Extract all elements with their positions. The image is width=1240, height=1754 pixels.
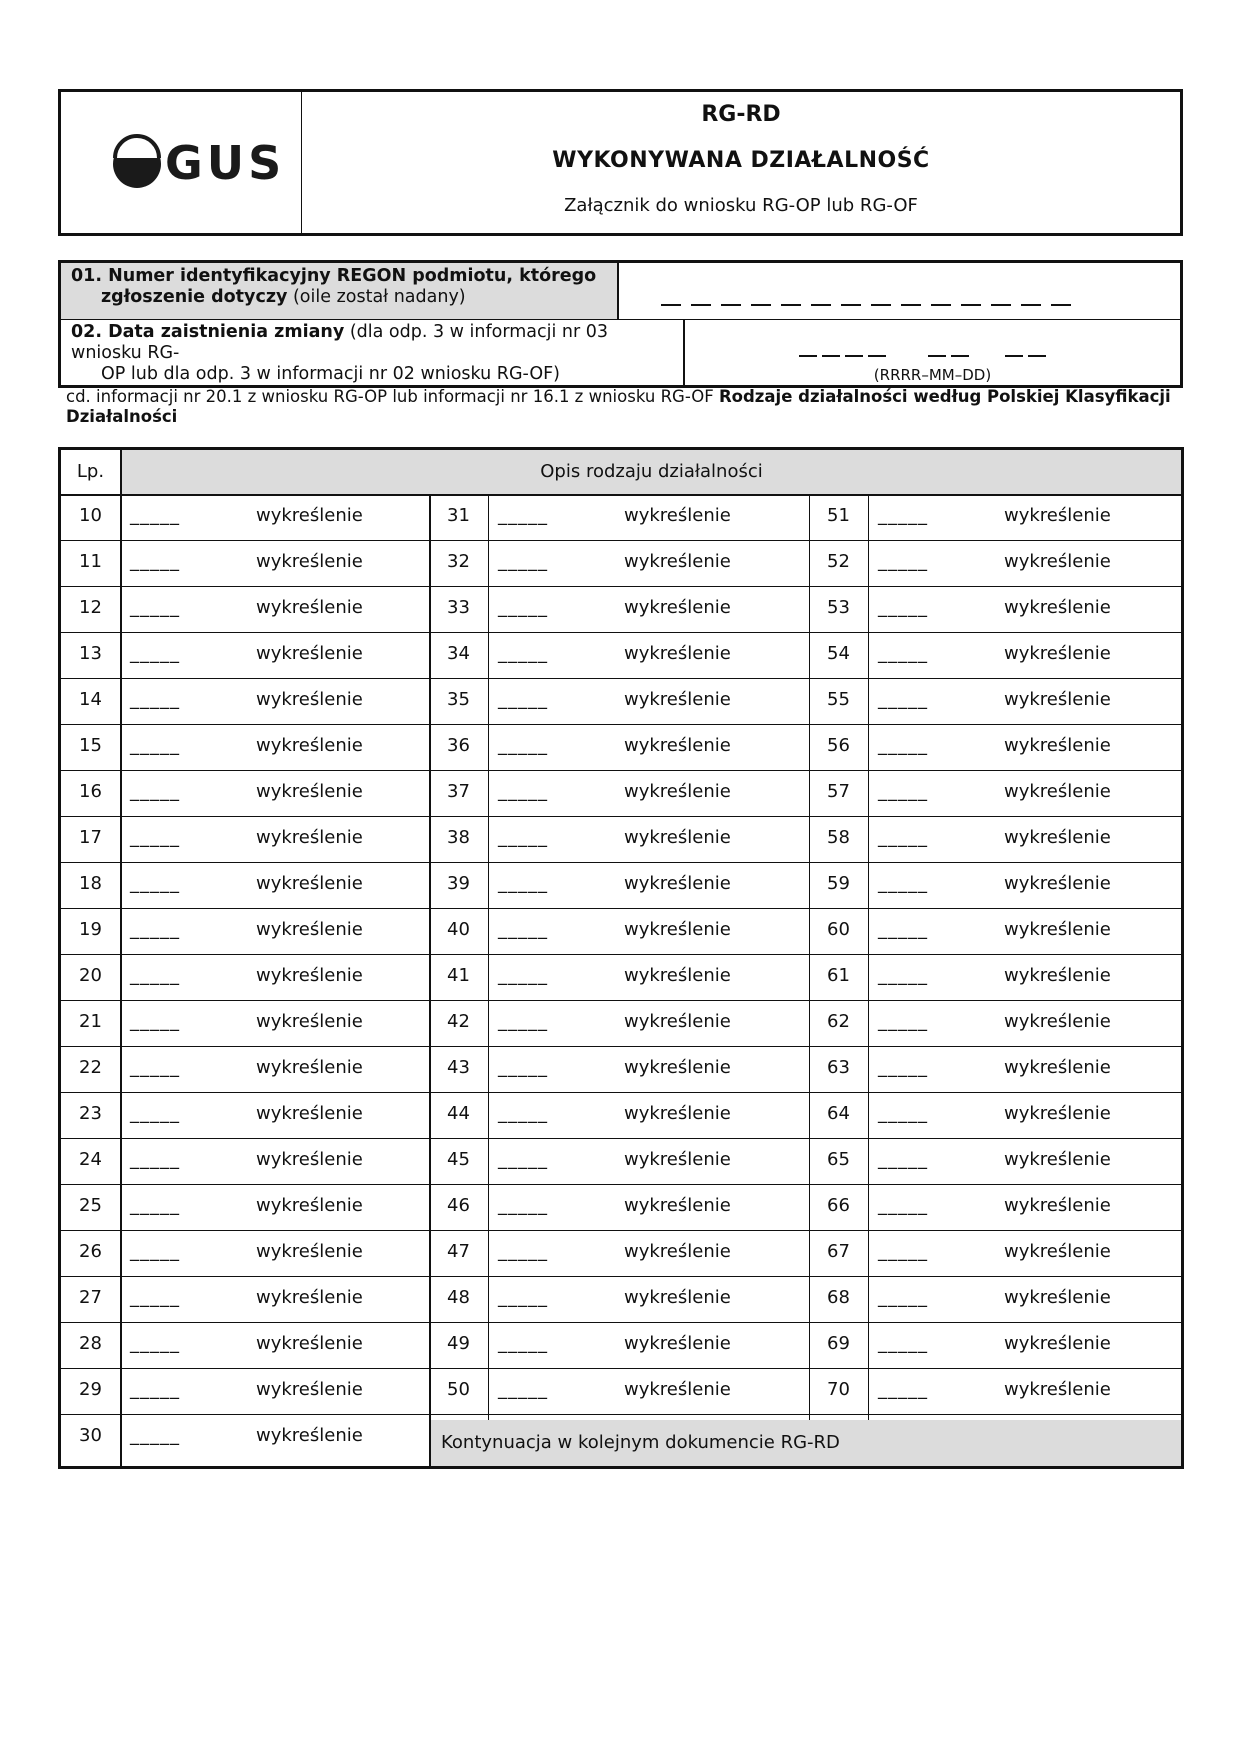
row-number: 34: [447, 643, 470, 664]
row-number: 29: [79, 1379, 102, 1400]
table-row: [61, 1276, 1181, 1323]
strike-out-label: wykreślenie: [1004, 643, 1111, 664]
activity-code-blank[interactable]: _____: [878, 1057, 928, 1078]
row-number: 42: [447, 1011, 470, 1032]
row-number: 39: [447, 873, 470, 894]
strike-out-label: wykreślenie: [1004, 1333, 1111, 1354]
row-number: 17: [79, 827, 102, 848]
row-number: 62: [827, 1011, 850, 1032]
strike-out-label: wykreślenie: [1004, 1379, 1111, 1400]
field-02-date: [58, 319, 1183, 388]
strike-out-label: wykreślenie: [624, 781, 731, 802]
strike-out-label: wykreślenie: [256, 689, 363, 710]
date-digit-slot: [868, 355, 886, 357]
row-number: 19: [79, 919, 102, 940]
row-number: 24: [79, 1149, 102, 1170]
column-header-description: Opis rodzaju działalności: [122, 450, 1181, 494]
row-number: 27: [79, 1287, 102, 1308]
activity-code-blank[interactable]: _____: [498, 1195, 548, 1216]
strike-out-label: wykreślenie: [256, 1149, 363, 1170]
strike-out-label: wykreślenie: [256, 1195, 363, 1216]
strike-out-label: wykreślenie: [256, 1425, 363, 1446]
row-number: 13: [79, 643, 102, 664]
activity-code-blank[interactable]: _____: [878, 1379, 928, 1400]
table-row: [61, 678, 1181, 725]
strike-out-label: wykreślenie: [256, 1379, 363, 1400]
activity-code-blank[interactable]: _____: [498, 735, 548, 756]
activity-code-blank[interactable]: _____: [878, 643, 928, 664]
table-row: [61, 1368, 1181, 1415]
strike-out-label: wykreślenie: [1004, 597, 1111, 618]
activity-code-blank[interactable]: _____: [498, 965, 548, 986]
column-divider: [809, 494, 810, 1420]
row-number: 41: [447, 965, 470, 986]
strike-out-label: wykreślenie: [624, 1149, 731, 1170]
row-number: 43: [447, 1057, 470, 1078]
row-number: 32: [447, 551, 470, 572]
date-digit-slot: [1028, 355, 1046, 357]
activity-code-blank[interactable]: _____: [130, 827, 180, 848]
table-row: [61, 1184, 1181, 1231]
activity-code-blank[interactable]: _____: [130, 919, 180, 940]
activity-code-blank[interactable]: _____: [130, 1287, 180, 1308]
row-number: 21: [79, 1011, 102, 1032]
table-row: [61, 1322, 1181, 1369]
column-header-lp: Lp.: [61, 450, 122, 494]
regon-digit-slot: [931, 304, 951, 306]
field-01-regon: [58, 260, 1183, 320]
form-subtitle: Załącznik do wniosku RG-OP lub RG-OF: [564, 195, 918, 216]
row-number: 48: [447, 1287, 470, 1308]
activity-code-blank[interactable]: _____: [130, 1011, 180, 1032]
strike-out-label: wykreślenie: [256, 1241, 363, 1262]
regon-input[interactable]: [619, 263, 1180, 319]
row-number: 66: [827, 1195, 850, 1216]
regon-digit-slot: [781, 304, 801, 306]
strike-out-label: wykreślenie: [1004, 1241, 1111, 1262]
row-number: 36: [447, 735, 470, 756]
row-number: 49: [447, 1333, 470, 1354]
row-number: 50: [447, 1379, 470, 1400]
strike-out-label: wykreślenie: [624, 1379, 731, 1400]
activity-code-blank[interactable]: _____: [878, 551, 928, 572]
table-row: [61, 816, 1181, 863]
strike-out-label: wykreślenie: [624, 735, 731, 756]
strike-out-label: wykreślenie: [624, 873, 731, 894]
strike-out-label: wykreślenie: [256, 597, 363, 618]
strike-out-label: wykreślenie: [256, 965, 363, 986]
date-input[interactable]: [685, 319, 1180, 385]
strike-out-label: wykreślenie: [1004, 735, 1111, 756]
strike-out-label: wykreślenie: [624, 1103, 731, 1124]
regon-digit-slot: [691, 304, 711, 306]
row-number: 70: [827, 1379, 850, 1400]
activity-code-blank[interactable]: _____: [498, 551, 548, 572]
row-number: 28: [79, 1333, 102, 1354]
activity-code-blank[interactable]: _____: [130, 1057, 180, 1078]
row-number: 31: [447, 505, 470, 526]
activity-code-blank[interactable]: _____: [878, 919, 928, 940]
row-number: 51: [827, 505, 850, 526]
table-row: [61, 954, 1181, 1001]
row-number: 26: [79, 1241, 102, 1262]
regon-digit-slot: [751, 304, 771, 306]
strike-out-label: wykreślenie: [1004, 919, 1111, 940]
strike-out-label: wykreślenie: [624, 689, 731, 710]
strike-out-label: wykreślenie: [256, 827, 363, 848]
regon-digit-slot: [901, 304, 921, 306]
activity-code-blank[interactable]: _____: [498, 689, 548, 710]
gus-logo-icon: [111, 124, 163, 194]
activity-code-blank[interactable]: _____: [878, 505, 928, 526]
activity-code-blank[interactable]: _____: [130, 597, 180, 618]
activity-code-blank[interactable]: _____: [498, 1103, 548, 1124]
field-02-label-note: (dla odp. 3 w informacji nr 03 wniosku RG-: [71, 322, 609, 363]
activity-code-blank[interactable]: _____: [130, 689, 180, 710]
row-number: 15: [79, 735, 102, 756]
activity-code-blank[interactable]: _____: [498, 1057, 548, 1078]
column-divider: [488, 494, 489, 1420]
activity-code-blank[interactable]: _____: [130, 965, 180, 986]
activity-code-blank[interactable]: _____: [878, 1149, 928, 1170]
regon-digit-slot: [961, 304, 981, 306]
activity-code-blank[interactable]: _____: [498, 1287, 548, 1308]
table-row: [61, 1138, 1181, 1185]
activities-table: [58, 447, 1184, 1469]
row-number: 53: [827, 597, 850, 618]
column-divider: [868, 494, 869, 1420]
strike-out-label: wykreślenie: [1004, 689, 1111, 710]
row-number: 57: [827, 781, 850, 802]
table-row: [61, 1000, 1181, 1047]
activity-code-blank[interactable]: _____: [498, 1011, 548, 1032]
date-digit-slot: [799, 355, 817, 357]
date-digit-slot: [822, 355, 840, 357]
strike-out-label: wykreślenie: [256, 1333, 363, 1354]
activity-code-blank[interactable]: _____: [130, 1425, 180, 1446]
strike-out-label: wykreślenie: [256, 505, 363, 526]
logo-wordmark: GUS: [165, 136, 286, 190]
row-number: 54: [827, 643, 850, 664]
regon-digit-slot: [871, 304, 891, 306]
row-number: 16: [79, 781, 102, 802]
activity-code-blank[interactable]: _____: [130, 1333, 180, 1354]
strike-out-label: wykreślenie: [1004, 1011, 1111, 1032]
row-number: 52: [827, 551, 850, 572]
table-row: [61, 770, 1181, 817]
activity-code-blank[interactable]: _____: [498, 873, 548, 894]
regon-digit-slot: [811, 304, 831, 306]
activity-code-blank[interactable]: _____: [878, 1241, 928, 1262]
strike-out-label: wykreślenie: [256, 873, 363, 894]
activity-code-blank[interactable]: _____: [130, 505, 180, 526]
form-title: WYKONYWANA DZIAŁALNOŚĆ: [552, 148, 930, 173]
activity-code-blank[interactable]: _____: [498, 919, 548, 940]
strike-out-label: wykreślenie: [256, 643, 363, 664]
strike-out-label: wykreślenie: [624, 1287, 731, 1308]
row-number: 37: [447, 781, 470, 802]
strike-out-label: wykreślenie: [624, 827, 731, 848]
table-row: [61, 586, 1181, 633]
field-01-label-note: (oile został nadany): [287, 287, 466, 307]
strike-out-label: wykreślenie: [1004, 505, 1111, 526]
date-format-hint: (RRRR–MM–DD): [873, 366, 992, 384]
strike-out-label: wykreślenie: [624, 505, 731, 526]
strike-out-label: wykreślenie: [624, 919, 731, 940]
activity-code-blank[interactable]: _____: [130, 781, 180, 802]
activity-code-blank[interactable]: _____: [130, 1149, 180, 1170]
note-text: cd. informacji nr 20.1 z wniosku RG-OP lub informacji nr 16.1 z wniosku RG-OF: [66, 387, 719, 406]
row-number: 58: [827, 827, 850, 848]
activity-code-blank[interactable]: _____: [878, 781, 928, 802]
activity-code-blank[interactable]: _____: [878, 873, 928, 894]
row-number: 47: [447, 1241, 470, 1262]
table-row: [61, 724, 1181, 771]
field-02-label-bold: 02. Data zaistnienia zmiany: [71, 322, 345, 342]
row-number: 56: [827, 735, 850, 756]
strike-out-label: wykreślenie: [256, 781, 363, 802]
strike-out-label: wykreślenie: [624, 1057, 731, 1078]
strike-out-label: wykreślenie: [256, 1057, 363, 1078]
activity-code-blank[interactable]: _____: [878, 827, 928, 848]
continuation-note: Kontynuacja w kolejnym dokumencie RG-RD: [429, 1420, 1181, 1466]
field-01-label-bold: 01. Numer identyfikacyjny REGON podmiotu, którego: [71, 266, 597, 286]
row-number: 18: [79, 873, 102, 894]
strike-out-label: wykreślenie: [624, 1241, 731, 1262]
strike-out-label: wykreślenie: [256, 1103, 363, 1124]
table-row: [61, 632, 1181, 679]
row-number: 12: [79, 597, 102, 618]
activity-code-blank[interactable]: _____: [498, 827, 548, 848]
activity-code-blank[interactable]: _____: [130, 1241, 180, 1262]
strike-out-label: wykreślenie: [624, 551, 731, 572]
strike-out-label: wykreślenie: [256, 919, 363, 940]
row-number: 20: [79, 965, 102, 986]
strike-out-label: wykreślenie: [1004, 1287, 1111, 1308]
activity-code-blank[interactable]: _____: [498, 1379, 548, 1400]
date-digit-slot: [1005, 355, 1023, 357]
activity-code-blank[interactable]: _____: [498, 643, 548, 664]
activity-code-blank[interactable]: _____: [878, 1333, 928, 1354]
activity-code-blank[interactable]: _____: [498, 597, 548, 618]
strike-out-label: wykreślenie: [1004, 873, 1111, 894]
row-number: 60: [827, 919, 850, 940]
row-number: 33: [447, 597, 470, 618]
row-number: 44: [447, 1103, 470, 1124]
activity-code-blank[interactable]: _____: [498, 1333, 548, 1354]
activity-code-blank[interactable]: _____: [130, 1103, 180, 1124]
header-titles: [302, 92, 1180, 233]
regon-digit-slot: [721, 304, 741, 306]
activity-code-blank[interactable]: _____: [498, 781, 548, 802]
row-number: 10: [79, 505, 102, 526]
strike-out-label: wykreślenie: [624, 1195, 731, 1216]
regon-digit-slot: [991, 304, 1011, 306]
strike-out-label: wykreślenie: [624, 965, 731, 986]
activity-code-blank[interactable]: _____: [130, 873, 180, 894]
strike-out-label: wykreślenie: [1004, 781, 1111, 802]
table-row: [61, 1230, 1181, 1277]
field-01-label: [61, 263, 619, 319]
activity-code-blank[interactable]: _____: [878, 689, 928, 710]
date-digit-slot: [951, 355, 969, 357]
row-number: 63: [827, 1057, 850, 1078]
row-number: 55: [827, 689, 850, 710]
row-number: 64: [827, 1103, 850, 1124]
strike-out-label: wykreślenie: [256, 735, 363, 756]
table-row: [61, 1092, 1181, 1139]
field-01-label-bold2: zgłoszenie dotyczy: [101, 287, 288, 307]
strike-out-label: wykreślenie: [624, 643, 731, 664]
row-number: 45: [447, 1149, 470, 1170]
table-row: [61, 862, 1181, 909]
row-number: 22: [79, 1057, 102, 1078]
activity-code-blank[interactable]: _____: [130, 551, 180, 572]
strike-out-label: wykreślenie: [256, 1287, 363, 1308]
activity-code-blank[interactable]: _____: [878, 597, 928, 618]
note-bold: Rodzaje działalności według Polskiej Klasyfikacji Działalności: [66, 387, 1171, 426]
strike-out-label: wykreślenie: [1004, 551, 1111, 572]
activity-code-blank[interactable]: _____: [878, 1287, 928, 1308]
column-divider: [120, 494, 122, 1466]
regon-digit-slot: [1021, 304, 1041, 306]
activity-code-blank[interactable]: _____: [498, 1149, 548, 1170]
field-01-label-line2: [71, 287, 617, 308]
strike-out-label: wykreślenie: [256, 1011, 363, 1032]
activity-code-blank[interactable]: _____: [130, 735, 180, 756]
activity-code-blank[interactable]: _____: [130, 1195, 180, 1216]
activity-code-blank[interactable]: _____: [130, 643, 180, 664]
form-code: RG-RD: [701, 102, 781, 127]
strike-out-label: wykreślenie: [624, 1333, 731, 1354]
strike-out-label: wykreślenie: [1004, 827, 1111, 848]
form-header: [58, 89, 1183, 236]
strike-out-label: wykreślenie: [1004, 965, 1111, 986]
regon-digit-slot: [661, 304, 681, 306]
table-row: [61, 540, 1181, 587]
table-row: [61, 1046, 1181, 1093]
logo-area: [61, 92, 302, 233]
row-number: 68: [827, 1287, 850, 1308]
regon-digit-slot: [1051, 304, 1071, 306]
row-number: 30: [79, 1425, 102, 1446]
row-number: 11: [79, 551, 102, 572]
table-header: [61, 450, 1181, 496]
row-number: 65: [827, 1149, 850, 1170]
strike-out-label: wykreślenie: [624, 1011, 731, 1032]
row-number: 46: [447, 1195, 470, 1216]
field-02-label-line2: OP lub dla odp. 3 w informacji nr 02 wniosku RG-OF): [101, 364, 560, 384]
activity-code-blank[interactable]: _____: [878, 965, 928, 986]
activity-code-blank[interactable]: _____: [878, 1103, 928, 1124]
row-number: 23: [79, 1103, 102, 1124]
strike-out-label: wykreślenie: [624, 597, 731, 618]
row-number: 14: [79, 689, 102, 710]
date-digit-slot: [845, 355, 863, 357]
strike-out-label: wykreślenie: [256, 551, 363, 572]
row-number: 59: [827, 873, 850, 894]
strike-out-label: wykreślenie: [1004, 1149, 1111, 1170]
strike-out-label: wykreślenie: [1004, 1103, 1111, 1124]
field-02-label: [61, 319, 685, 385]
row-number: 35: [447, 689, 470, 710]
table-row: [61, 494, 1181, 541]
row-number: 40: [447, 919, 470, 940]
column-divider: [429, 494, 431, 1466]
row-number: 61: [827, 965, 850, 986]
row-number: 25: [79, 1195, 102, 1216]
activity-code-blank[interactable]: _____: [498, 505, 548, 526]
activity-code-blank[interactable]: _____: [878, 1195, 928, 1216]
row-number: 38: [447, 827, 470, 848]
strike-out-label: wykreślenie: [1004, 1057, 1111, 1078]
table-row: [61, 908, 1181, 955]
row-number: 69: [827, 1333, 850, 1354]
date-digit-slot: [928, 355, 946, 357]
strike-out-label: wykreślenie: [1004, 1195, 1111, 1216]
activity-code-blank[interactable]: _____: [878, 1011, 928, 1032]
activity-code-blank[interactable]: _____: [498, 1241, 548, 1262]
section-note: [66, 387, 1186, 427]
regon-digit-slot: [841, 304, 861, 306]
activity-code-blank[interactable]: _____: [130, 1379, 180, 1400]
row-number: 67: [827, 1241, 850, 1262]
activity-code-blank[interactable]: _____: [878, 735, 928, 756]
